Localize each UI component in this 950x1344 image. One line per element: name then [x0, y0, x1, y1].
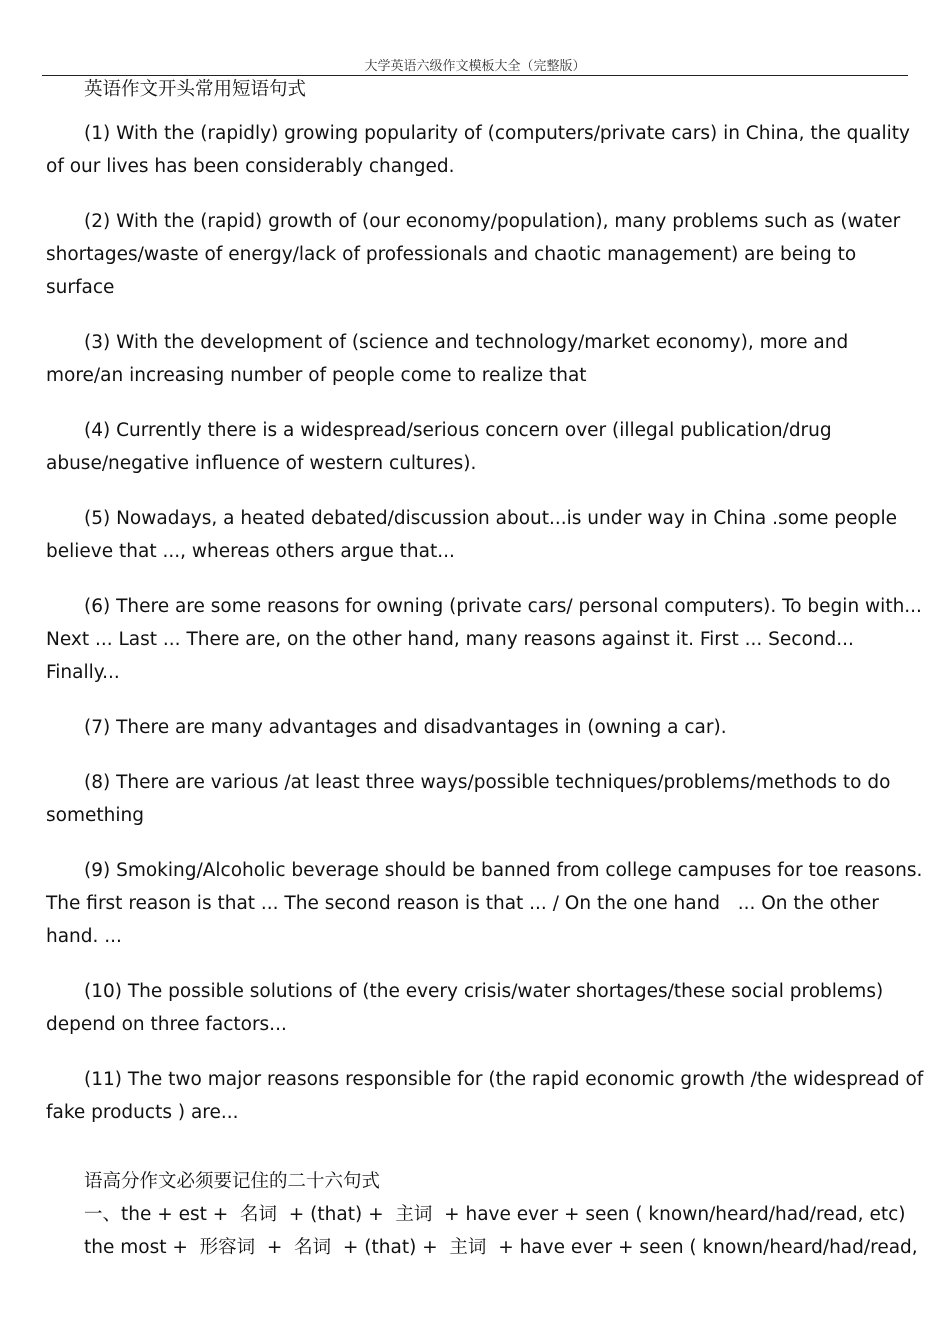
pattern-line: the most + 形容词 + 名词 + (that) + 主词 + have ever + seen ( known/heard/had/read,	[84, 1237, 918, 1258]
list-item: (2) With the (rapid) growth of (our economy/population), many problems such as (water shortages/waste of energy/lack of professionals and chaotic management) are being to surface	[46, 211, 907, 298]
list-item: (3) With the development of (science and technology/market economy), more and more/an increasing number of people come to realize that	[46, 332, 855, 386]
list-item: (7) There are many advantages and disadvantages in (owning a car).	[84, 717, 727, 738]
running-header: 大学英语六级作文模板大全（完整版）	[364, 59, 586, 74]
list-item: (4) Currently there is a widespread/serious concern over (illegal publication/drug abuse/negative influence of western cultures).	[46, 420, 838, 474]
document-body	[46, 76, 930, 1264]
section-title-sentence-patterns: 语高分作文必须要记住的二十六句式	[84, 1171, 381, 1192]
list-item: (6) There are some reasons for owning (private cars/ personal computers). To begin with... Next ... Last ... There are, on the other hand, many reasons against it. First ... Second... Finally...	[46, 596, 928, 683]
list-item: (1) With the (rapidly) growing popularity of (computers/private cars) in China, the quality of our lives has been considerably changed.	[46, 123, 916, 177]
list-item: (10) The possible solutions of (the every crisis/water shortages/these social problems) depend on three factors...	[46, 981, 890, 1035]
section-title-opening-phrases: 英语作文开头常用短语句式	[84, 79, 307, 100]
list-item: (5) Nowadays, a heated debated/discussion about...is under way in China .some people believe that ..., whereas others argue that...	[46, 508, 903, 562]
list-item: (9) Smoking/Alcoholic beverage should be banned from college campuses for toe reasons. The first reason is that ... The second reason is that ... / On the one hand ... On the other hand. ...	[46, 860, 929, 947]
list-item: (11) The two major reasons responsible for (the rapid economic growth /the widespread of fake products ) are...	[46, 1069, 930, 1123]
list-item: (8) There are various /at least three ways/possible techniques/problems/methods to do something	[46, 772, 897, 826]
pattern-line: 一、the + est + 名词 + (that) + 主词 + have ever + seen ( known/heard/had/read, etc)	[84, 1204, 906, 1225]
